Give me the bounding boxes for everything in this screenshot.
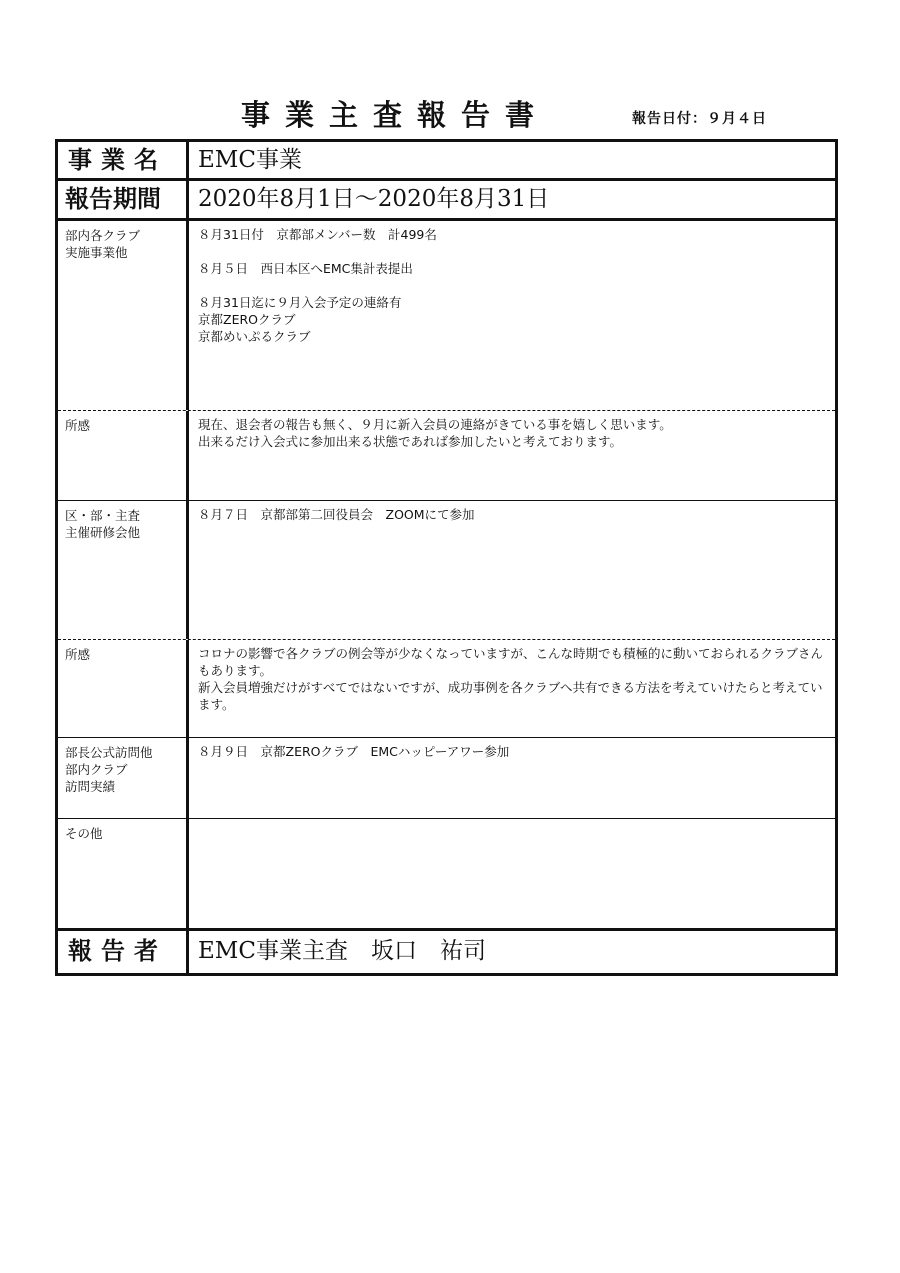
impression-1-paragraph: 出来るだけ入会式に参加出来る状態であれば参加したいと考えております。 xyxy=(198,434,623,449)
blank-line xyxy=(198,277,827,294)
row-club-activities xyxy=(58,221,835,411)
row-reporter xyxy=(58,931,835,973)
visits-value xyxy=(189,738,835,818)
blank-line xyxy=(198,243,827,260)
row-impression-1 xyxy=(58,411,835,501)
district-training-line: ８月７日 京都部第二回役員会 ZOOMにて参加 xyxy=(198,507,475,522)
club-activity-line: ８月５日 西日本区へEMC集計表提出 xyxy=(198,261,413,276)
visits-label-line: 訪問実績 xyxy=(65,779,116,794)
report-period-label: 報告期間 xyxy=(58,181,189,218)
other-value xyxy=(189,819,835,928)
club-activity-line: 京都めいぷるクラブ xyxy=(198,329,311,344)
club-activities-label-line: 部内各クラブ xyxy=(65,228,141,243)
district-training-label xyxy=(58,501,189,639)
reporter-label: 報告者 xyxy=(58,931,189,973)
report-date: 報告日付：９月４日 xyxy=(632,111,767,127)
visits-line: ８月９日 京都ZEROクラブ EMCハッピーアワー参加 xyxy=(198,744,510,759)
club-activities-value xyxy=(189,221,835,410)
row-visits xyxy=(58,738,835,819)
row-district-training xyxy=(58,501,835,640)
club-activity-line: ８月31日付 京都部メンバー数 計499名 xyxy=(198,227,437,242)
business-name-label: 事業名 xyxy=(58,142,189,178)
club-activities-label xyxy=(58,221,189,410)
impression-2-value xyxy=(189,640,835,737)
impression-2-label: 所感 xyxy=(58,640,189,737)
other-label: その他 xyxy=(58,819,189,928)
district-training-label-line: 区・部・主査 xyxy=(65,508,141,523)
district-training-label-line: 主催研修会他 xyxy=(65,525,141,540)
row-other xyxy=(58,819,835,931)
club-activities-label-line: 実施事業他 xyxy=(65,245,128,260)
report-form xyxy=(55,139,838,976)
row-report-period xyxy=(58,181,835,221)
report-period-value: 2020年8月1日～2020年8月31日 xyxy=(198,186,550,212)
impression-1-label: 所感 xyxy=(58,411,189,500)
impression-2-paragraph: コロナの影響で各クラブの例会等が少なくなっていますが、こんな時期でも積極的に動いておられるクラブさんもあります。 xyxy=(198,646,824,678)
visits-label-line: 部長公式訪問他 xyxy=(65,745,153,760)
club-activity-line: 京都ZEROクラブ xyxy=(198,312,296,327)
impression-1-value xyxy=(189,411,835,500)
row-business-name xyxy=(58,142,835,181)
visits-label-line: 部内クラブ xyxy=(65,762,128,777)
impression-2-paragraph: 新入会員増強だけがすべてではないですが、成功事例を各クラブへ共有できる方法を考えていけたらと考えています。 xyxy=(198,680,823,712)
district-training-value xyxy=(189,501,835,639)
reporter-value: EMC事業主査 坂口 祐司 xyxy=(198,938,486,964)
business-name-value: EMC事業 xyxy=(198,147,302,173)
club-activity-line: ８月31日迄に９月入会予定の連絡有 xyxy=(198,295,402,310)
visits-label xyxy=(58,738,189,818)
impression-1-paragraph: 現在、退会者の報告も無く、９月に新入会員の連絡がきている事を嬉しく思います。 xyxy=(198,417,672,432)
row-impression-2 xyxy=(58,640,835,738)
document-title: 事業主査報告書 xyxy=(241,98,550,132)
